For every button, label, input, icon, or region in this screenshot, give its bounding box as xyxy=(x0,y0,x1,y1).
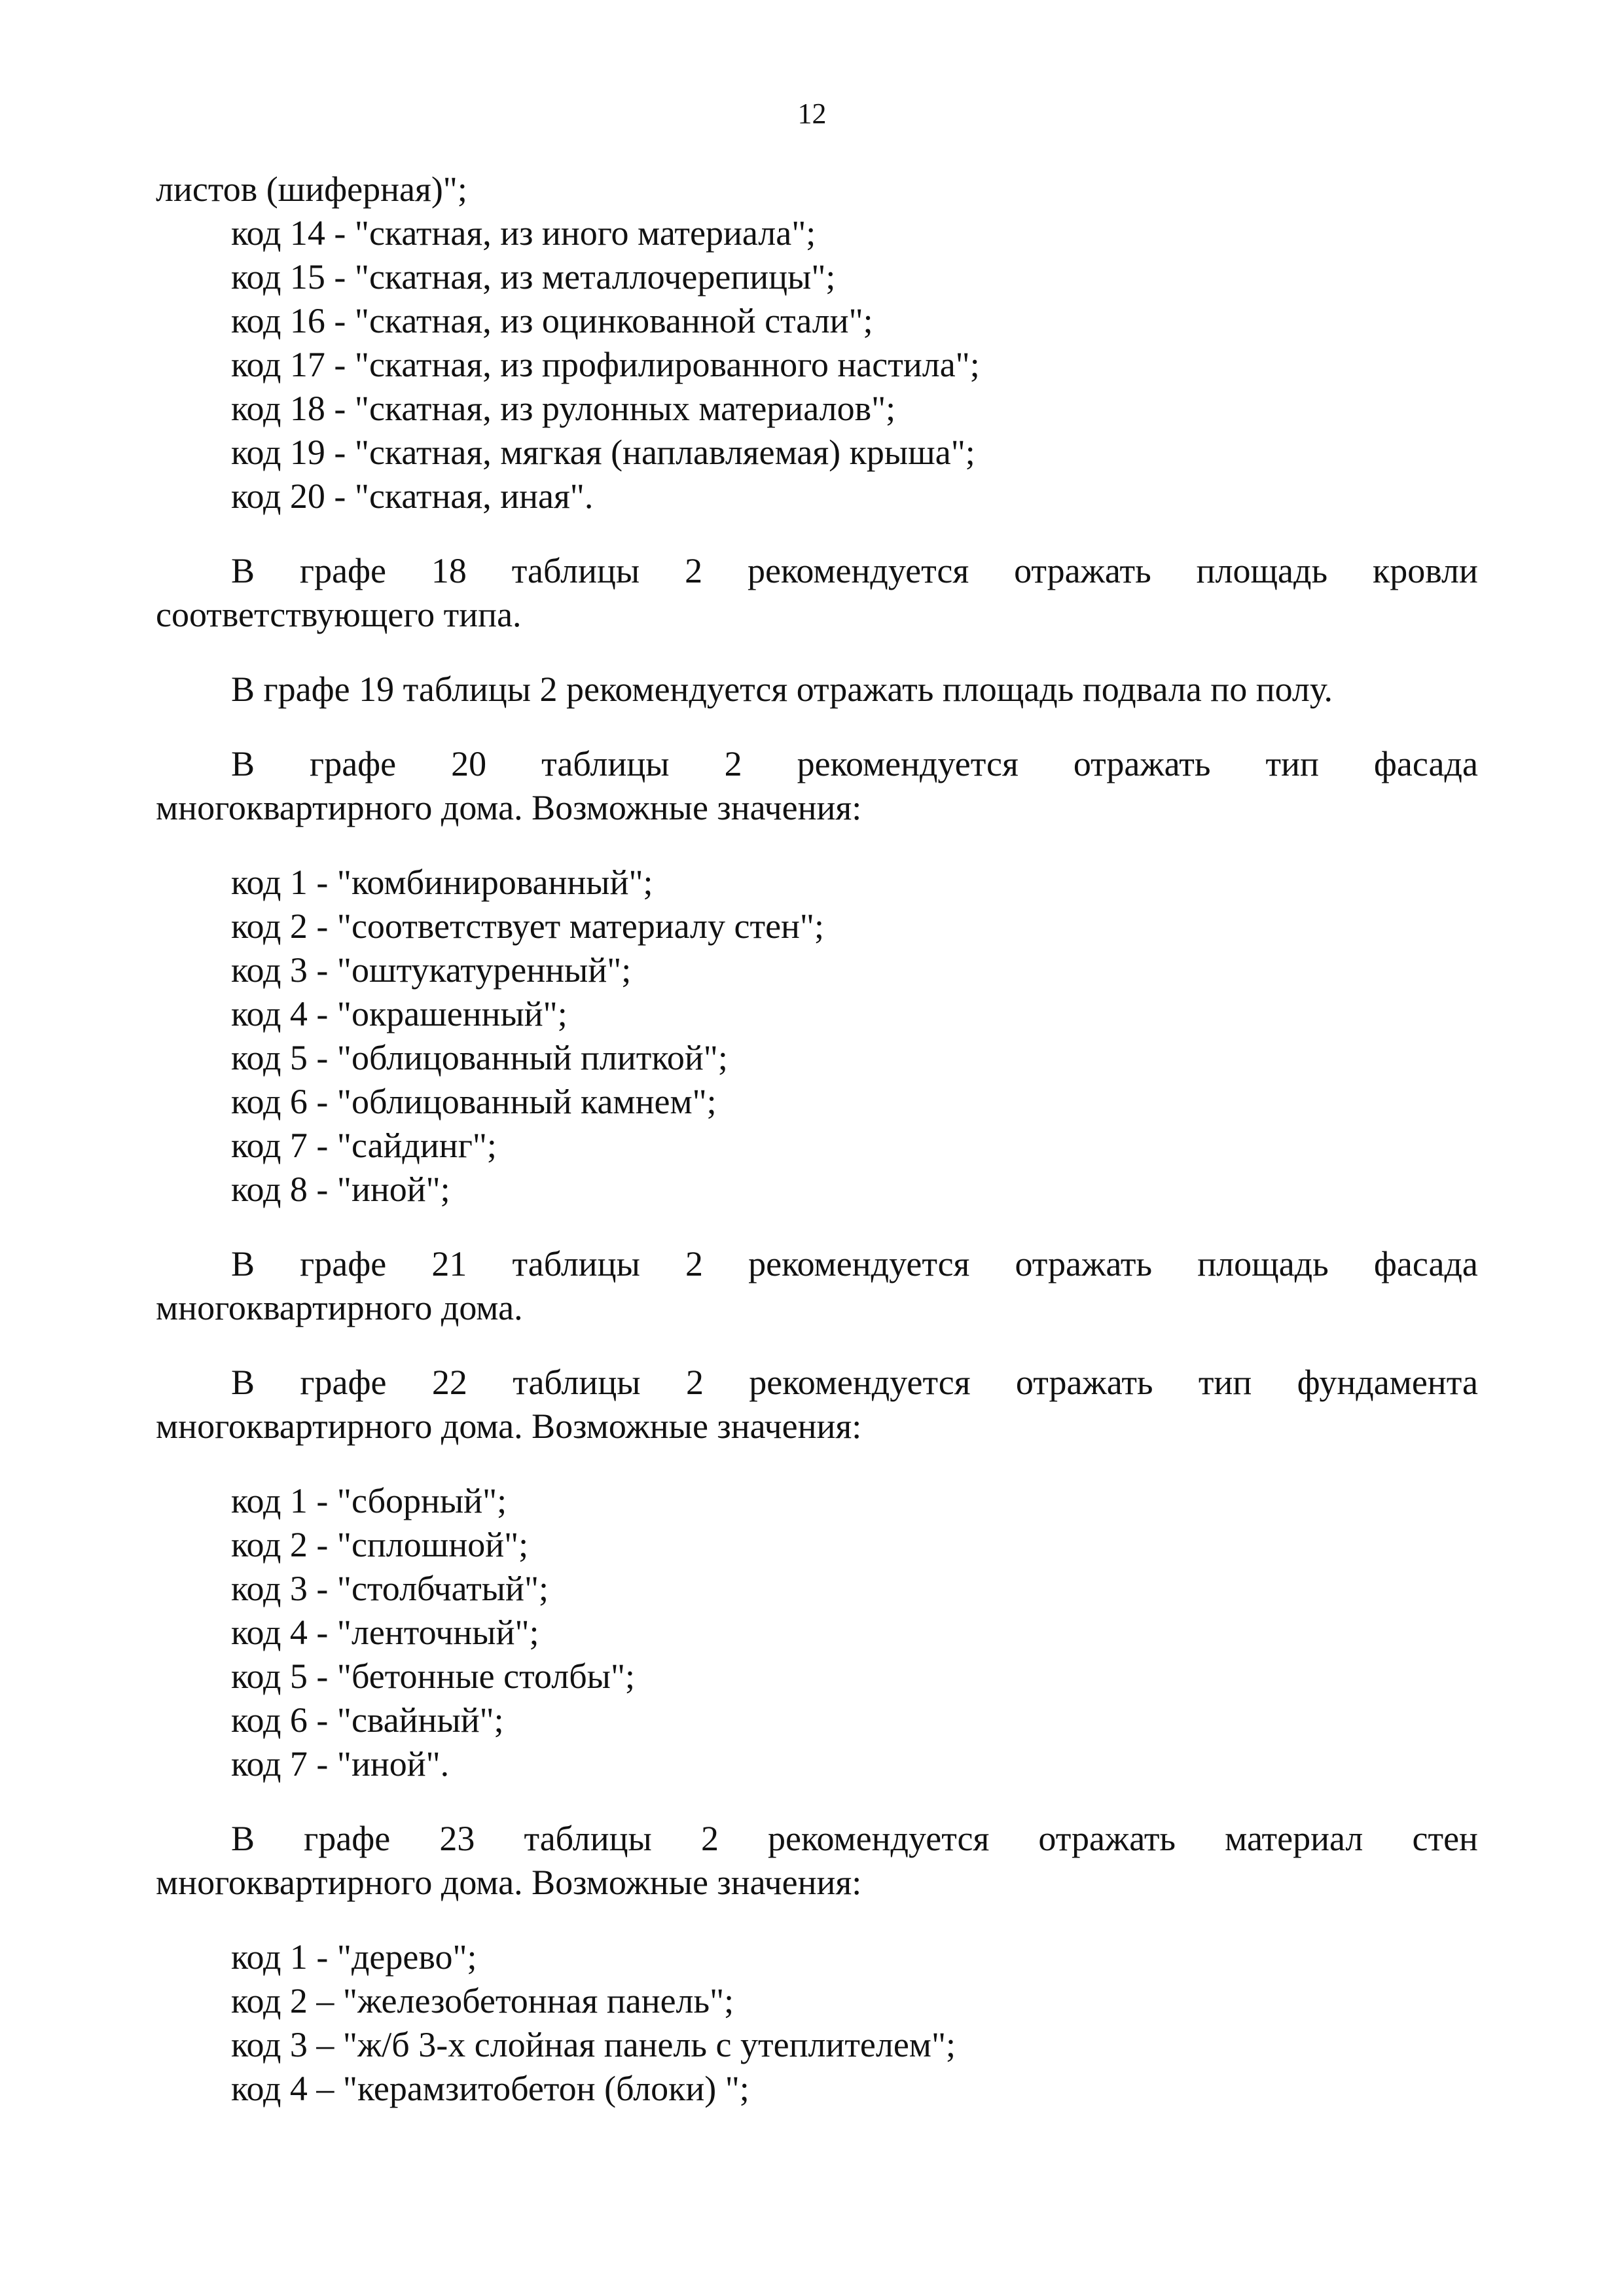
word: таблицы xyxy=(524,1819,652,1858)
code-item: код 8 - "иной"; xyxy=(231,1170,450,1209)
paragraph-line-justified xyxy=(156,1242,1478,1286)
word: 2 xyxy=(685,1244,703,1283)
document-body xyxy=(156,168,1478,2111)
word: фасада xyxy=(1373,744,1478,783)
text-line: многоквартирного дома. Возможные значения: xyxy=(156,788,862,827)
word: отражать xyxy=(1073,744,1211,783)
paragraph-gap xyxy=(156,1448,1478,1479)
word: В xyxy=(231,1819,255,1858)
word: тип xyxy=(1198,1363,1252,1402)
word: отражать xyxy=(1015,1363,1153,1402)
word: рекомендуется xyxy=(748,1244,970,1283)
word: рекомендуется xyxy=(749,1363,971,1402)
word: материал xyxy=(1225,1819,1363,1858)
word: рекомендуется xyxy=(797,744,1019,783)
paragraph-gap xyxy=(156,637,1478,668)
text-line: многоквартирного дома. xyxy=(156,1288,523,1327)
code-item: код 7 - "сайдинг"; xyxy=(231,1126,497,1165)
word: таблицы xyxy=(512,1244,640,1283)
word: 22 xyxy=(431,1363,467,1402)
word: отражать xyxy=(1015,1244,1153,1283)
code-item: код 18 - "скатная, из рулонных материалов"; xyxy=(231,389,896,428)
word: фундамента xyxy=(1297,1363,1478,1402)
word: стен xyxy=(1412,1819,1478,1858)
code-item: код 5 - "бетонные столбы"; xyxy=(231,1657,635,1696)
text-line: многоквартирного дома. Возможные значения: xyxy=(156,1863,862,1902)
word: 2 xyxy=(685,1363,704,1402)
text-line: соответствующего типа. xyxy=(156,595,522,634)
word: таблицы xyxy=(541,744,670,783)
word: В xyxy=(231,551,255,590)
code-item: код 2 - "сплошной"; xyxy=(231,1525,529,1564)
page-number: 12 xyxy=(797,98,827,130)
paragraph-line-justified xyxy=(156,1361,1478,1405)
word: В xyxy=(231,744,255,783)
paragraph-gap xyxy=(156,711,1478,742)
word: рекомендуется xyxy=(747,551,969,590)
word: таблицы xyxy=(513,1363,641,1402)
code-item: код 3 - "столбчатый"; xyxy=(231,1569,549,1608)
text-line: листов (шиферная)"; xyxy=(156,170,467,209)
code-item: код 4 - "окрашенный"; xyxy=(231,994,568,1033)
word: 2 xyxy=(700,1819,719,1858)
word: кровли xyxy=(1373,551,1478,590)
word: 20 xyxy=(451,744,487,783)
paragraph-gap xyxy=(156,1905,1478,1935)
word: 2 xyxy=(724,744,742,783)
paragraph-line-justified xyxy=(156,549,1478,593)
word: В xyxy=(231,1363,255,1402)
word: площадь xyxy=(1196,551,1328,590)
code-item: код 16 - "скатная, из оцинкованной стали"; xyxy=(231,301,873,340)
word: отражать xyxy=(1014,551,1151,590)
word: фасада xyxy=(1373,1244,1478,1283)
code-item: код 15 - "скатная, из металлочерепицы"; xyxy=(231,257,836,296)
paragraph-line-justified xyxy=(156,742,1478,786)
code-item: код 7 - "иной". xyxy=(231,1744,450,1784)
paragraph-line-justified xyxy=(156,1817,1478,1861)
paragraph-gap xyxy=(156,1786,1478,1817)
code-item: код 3 - "оштукатуренный"; xyxy=(231,950,632,990)
paragraph-gap xyxy=(156,1211,1478,1242)
code-item: код 2 – "железобетонная панель"; xyxy=(231,1981,734,2020)
paragraph-gap xyxy=(156,830,1478,861)
word: тип xyxy=(1265,744,1319,783)
text-line: В графе 19 таблицы 2 рекомендуется отражать площадь подвала по полу. xyxy=(231,670,1333,709)
code-item: код 1 - "комбинированный"; xyxy=(231,863,653,902)
word: 18 xyxy=(431,551,467,590)
code-item: код 4 – "керамзитобетон (блоки) "; xyxy=(231,2069,749,2108)
code-item: код 4 - "ленточный"; xyxy=(231,1613,539,1652)
code-item: код 5 - "облицованный плиткой"; xyxy=(231,1038,728,1077)
word: отражать xyxy=(1038,1819,1176,1858)
paragraph-gap xyxy=(156,518,1478,549)
code-item: код 6 - "свайный"; xyxy=(231,1700,504,1740)
code-item: код 19 - "скатная, мягкая (наплавляемая) крыша"; xyxy=(231,433,975,472)
text-line: многоквартирного дома. Возможные значения: xyxy=(156,1407,862,1446)
code-item: код 14 - "скатная, из иного материала"; xyxy=(231,213,816,253)
word: графе xyxy=(299,551,386,590)
code-item: код 6 - "облицованный камнем"; xyxy=(231,1082,717,1121)
word: графе xyxy=(300,1363,387,1402)
word: 2 xyxy=(685,551,703,590)
code-item: код 3 – "ж/б 3-х слойная панель с утеплителем"; xyxy=(231,2025,956,2064)
word: таблицы xyxy=(511,551,640,590)
code-item: код 2 - "соответствует материалу стен"; xyxy=(231,906,824,946)
word: В xyxy=(231,1244,255,1283)
word: графе xyxy=(310,744,397,783)
code-item: код 1 - "сборный"; xyxy=(231,1481,507,1520)
word: графе xyxy=(304,1819,391,1858)
word: 21 xyxy=(431,1244,467,1283)
code-item: код 20 - "скатная, иная". xyxy=(231,476,594,516)
code-item: код 1 - "дерево"; xyxy=(231,1937,477,1977)
word: рекомендуется xyxy=(768,1819,990,1858)
paragraph-gap xyxy=(156,1330,1478,1361)
word: площадь xyxy=(1197,1244,1329,1283)
word: 23 xyxy=(439,1819,475,1858)
word: графе xyxy=(300,1244,387,1283)
code-item: код 17 - "скатная, из профилированного настила"; xyxy=(231,345,980,384)
